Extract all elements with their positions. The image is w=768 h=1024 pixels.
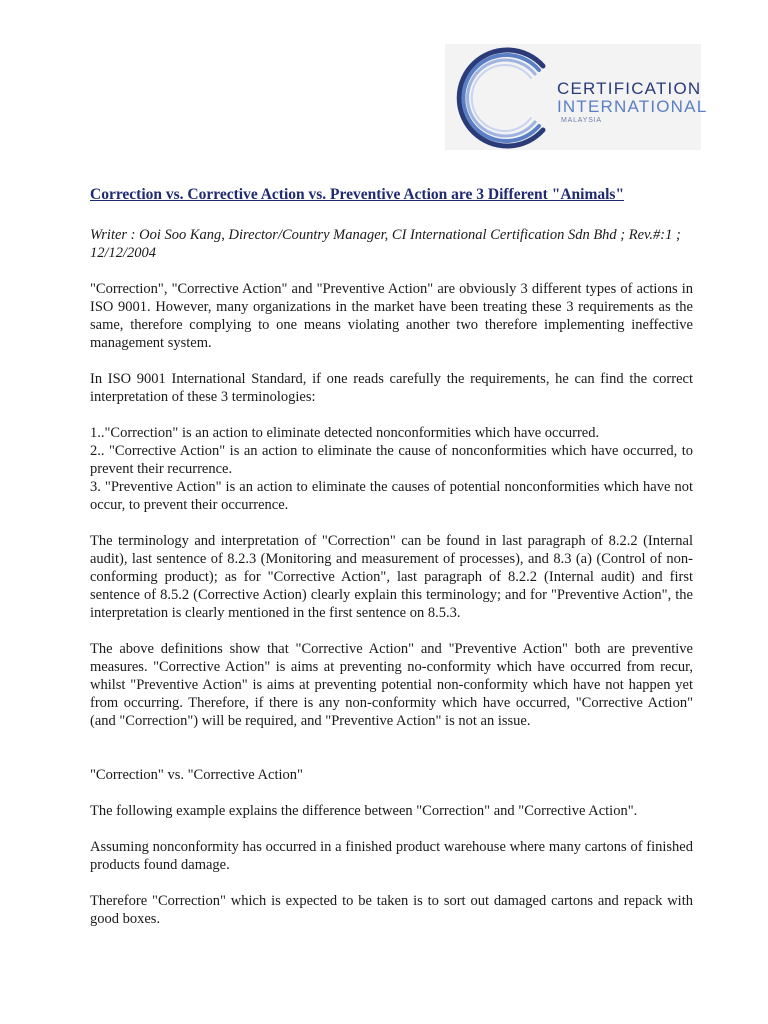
document-title: Correction vs. Corrective Action vs. Preventive Action are 3 Different "Animals" [90,186,625,203]
paragraph-terminology: The terminology and interpretation of "Correction" can be found in last paragraph of 8.2.2 (Internal audit), last sentence of 8.2.3 (Monitoring and measurement of processes), and 8.3 (a) (Control of non-conforming product); as for "Corrective Action", last paragraph of 8.2.2 (Internal audit) and first sentence of 8.5.2 (Corrective Action) clearly explain this terminology; and for "Preventive Action", the interpretation is clearly mentioned in the first sentence on 8.5.3. [90,533,693,621]
subheading: "Correction" vs. "Corrective Action" [90,767,303,783]
logo-ring-icon [447,46,557,150]
writer-info: Writer : Ooi Soo Kang, Director/Country Manager, CI International Certification Sdn Bhd ; Rev.#:1 ; 12/12/2004 [90,227,681,261]
logo-line1: CERTIFICATION [557,79,702,98]
list-item: 1.."Correction" is an action to eliminate detected nonconformities which have occurred. [90,425,600,441]
logo-line2: INTERNATIONAL [557,97,708,116]
paragraph-correction: Therefore "Correction" which is expected to be taken is to sort out damaged cartons and repack with good boxes. [90,893,693,927]
document-body [90,184,693,946]
paragraph-example: The following example explains the difference between "Correction" and "Corrective Action". [90,803,638,819]
list-item: 2.. "Corrective Action" is an action to eliminate the cause of nonconformities which have occurred, to prevent their recurrence. [90,443,693,477]
paragraph-definitions: The above definitions show that "Corrective Action" and "Preventive Action" both are preventive measures. "Corrective Action" is aims at preventing no-conformity which have occurred from recur, whilst "Preventive Action" is aims at preventing potential non-conformity which have not happen yet from occurring. Therefore, if there is any non-conformity which have occurred, "Corrective Action" (and "Correction") will be required, and "Preventive Action" is not an issue. [90,641,693,729]
logo-text [557,80,707,125]
paragraph-intro: "Correction", "Corrective Action" and "Preventive Action" are obviously 3 different types of actions in ISO 9001. However, many organizations in the market have been treating these 3 requirements as the same, therefore complying to one means violating another two therefore implementing ineffective management system. [90,281,693,351]
logo-line3: MALAYSIA [561,117,602,124]
definition-list [90,424,693,514]
paragraph-assumption: Assuming nonconformity has occurred in a finished product warehouse where many cartons of finished products found damage. [90,839,693,873]
certification-international-logo [445,44,708,150]
list-item: 3. "Preventive Action" is an action to eliminate the causes of potential nonconformities which have not occur, to prevent their occurrence. [90,479,693,513]
paragraph-iso: In ISO 9001 International Standard, if one reads carefully the requirements, he can find the correct interpretation of these 3 terminologies: [90,371,693,405]
spacer [90,748,693,766]
